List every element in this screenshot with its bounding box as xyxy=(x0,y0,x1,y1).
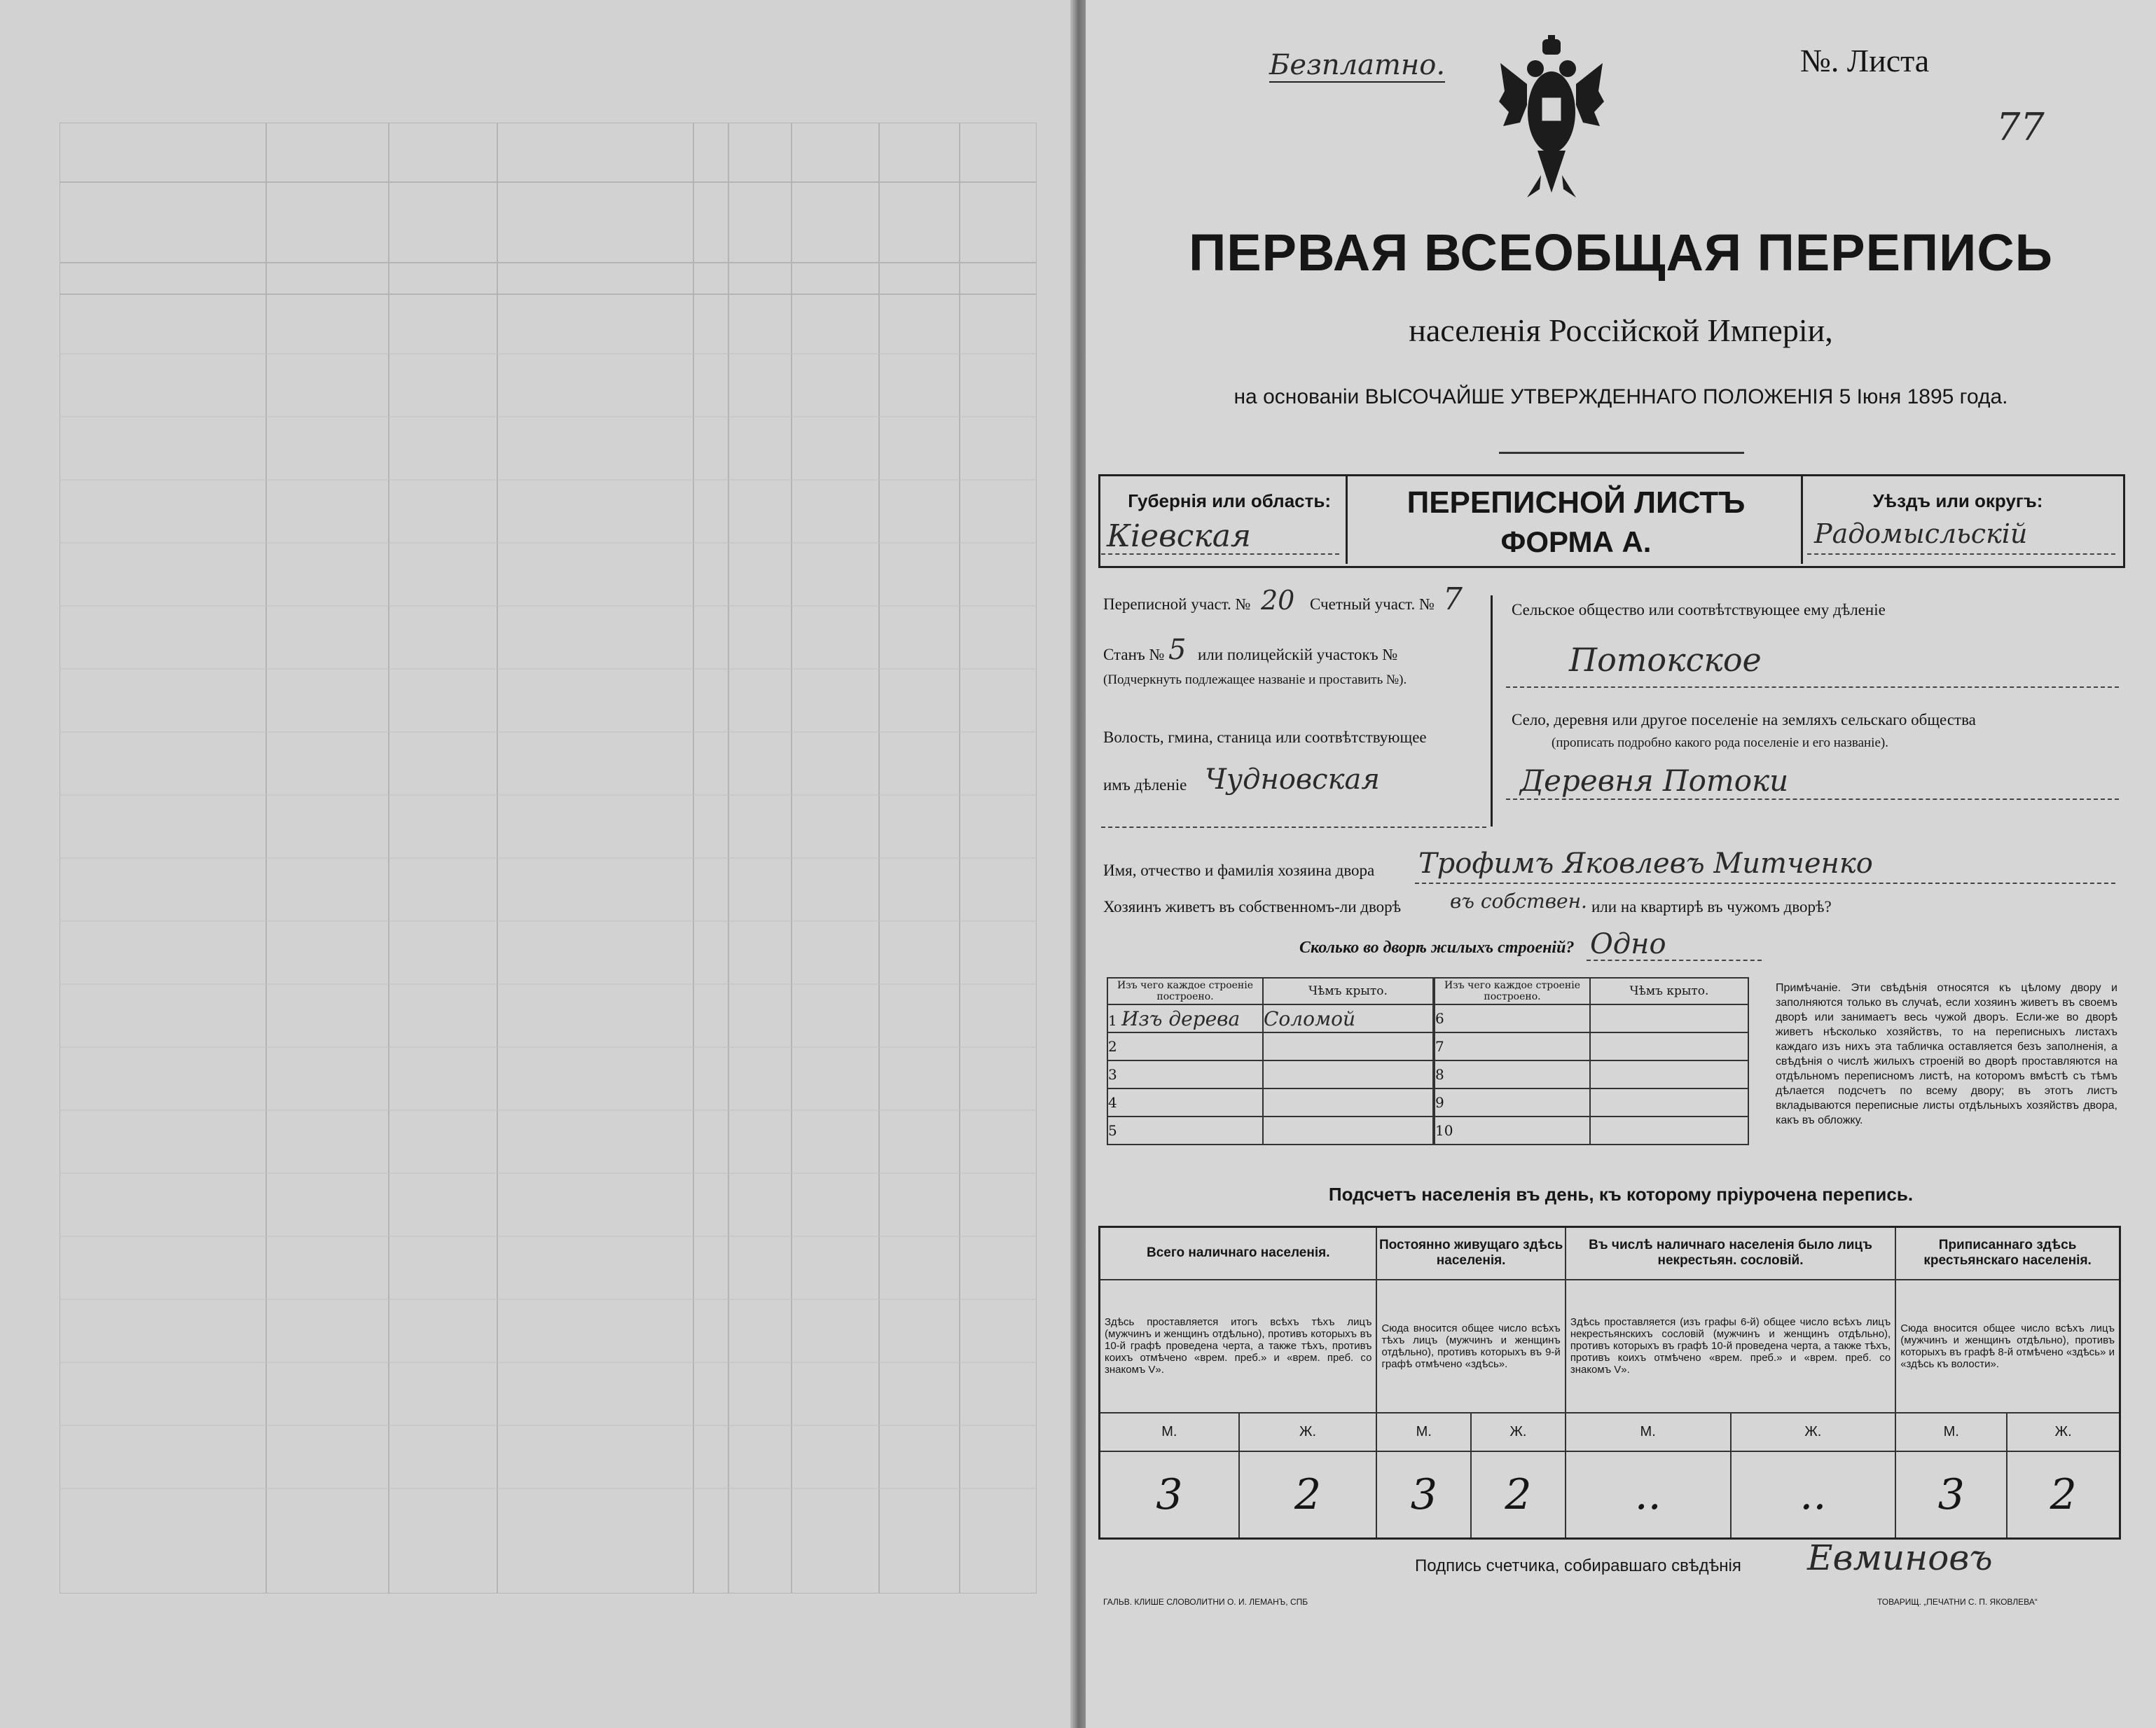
col-material-header-2: Изъ чего каждое строеніе построено. xyxy=(1435,978,1590,1004)
f-label: Ж. xyxy=(1731,1413,1896,1451)
peasant-female: 2 xyxy=(2007,1451,2120,1539)
district-value: Радомысльскій xyxy=(1814,518,2028,549)
province-value: Кіевская xyxy=(1107,518,1252,554)
table-row: 9 xyxy=(1435,1088,1748,1117)
m-label: М. xyxy=(1566,1413,1731,1451)
province-label: Губернія или область: xyxy=(1128,490,1331,511)
page-subtitle: населенія Россійской Имперіи, xyxy=(1409,312,1833,348)
summary-col-2-head: Постоянно живущаго здѣсь населенія. xyxy=(1376,1227,1565,1280)
ornament-divider xyxy=(1499,452,1744,454)
summary-col-3-head: Въ числѣ наличнаго населенія было лицъ некрестьян. сословій. xyxy=(1566,1227,1895,1280)
village-label: Село, деревня или другое поселеніе на земляхъ сельскаго общества xyxy=(1512,711,1976,728)
table-row: 7 xyxy=(1435,1032,1748,1060)
buildings-table-left xyxy=(1107,977,1434,1145)
material-value: Изъ дерева xyxy=(1121,1007,1241,1030)
table-row: 1 Изъ дерева Соломой xyxy=(1107,1004,1433,1032)
summary-table xyxy=(1098,1226,2121,1540)
society-value: Потокское xyxy=(1569,641,1762,679)
volost-value: Чудновская xyxy=(1205,763,1380,796)
buildings-table-right xyxy=(1434,977,1749,1145)
table-row: 5 xyxy=(1107,1117,1433,1145)
total-present-male: 3 xyxy=(1100,1451,1239,1539)
table-row: 2 xyxy=(1107,1032,1433,1060)
count-section-label: Счетный участ. № xyxy=(1310,595,1435,613)
stan-label: Станъ № xyxy=(1103,646,1165,663)
summary-col-4-head: Приписаннаго здѣсь крестьянскаго населенія. xyxy=(1895,1227,2120,1280)
printer-left: ГАЛЬВ. КЛИШЕ СЛОВОЛИТНИ О. И. ЛЕМАНЪ, СПБ xyxy=(1103,1597,1308,1607)
imperial-eagle-emblem xyxy=(1499,35,1604,200)
legal-basis: на основаніи ВЫСОЧАЙШЕ УТВЕРЖДЕННАГО ПОЛОЖЕНІЯ 5 Іюня 1895 года. xyxy=(1234,385,2008,408)
f-label: Ж. xyxy=(1471,1413,1566,1451)
right-page xyxy=(1086,0,2156,1728)
col-material-header: Изъ чего каждое строеніе построено. xyxy=(1107,978,1263,1004)
summary-title: Подсчетъ населенія въ день, къ которому пріурочена перепись. xyxy=(1328,1184,1914,1205)
sheet-number-label: №. Листа xyxy=(1800,43,1930,78)
count-section-value: 7 xyxy=(1443,581,1463,617)
summary-col-3-desc: Здѣсь проставляется (изъ графы 6-й) общее число всѣхъ лицъ некрестьянскихъ сословій (мужчинъ и женщинъ отдѣльно), противъ которыхъ въ графѣ 10-й проведена черта, а также тѣхъ, противъ коихъ отмѣчено «врем. преб.» и «врем. преб. со знакомъ V». xyxy=(1566,1280,1895,1413)
sheet-number-value: 77 xyxy=(1996,105,2045,149)
m-label: М. xyxy=(1376,1413,1471,1451)
volost-label-2: имъ дѣленіе xyxy=(1103,776,1187,794)
residence-label: Хозяинъ живетъ въ собственномъ-ли дворѣ xyxy=(1103,898,1402,915)
table-row: 8 xyxy=(1435,1060,1748,1088)
volost-label: Волость, гмина, станица или соотвѣтствующее xyxy=(1103,728,1427,746)
residence-label-2: или на квартирѣ въ чужомъ дворѣ? xyxy=(1591,898,1832,915)
printer-right: ТОВАРИЩ. „ПЕЧАТНИ С. П. ЯКОВЛЕВА“ xyxy=(1877,1597,2038,1607)
form-title: ПЕРЕПИСНОЙ ЛИСТЪ xyxy=(1407,485,1746,520)
non-peasant-female: .. xyxy=(1731,1451,1896,1539)
summary-col-2-desc: Сюда вносится общее число всѣхъ тѣхъ лицъ (мужчинъ и женщинъ отдѣльно), противъ которыхъ въ 9-й графѣ отмѣчено «здѣсь». xyxy=(1376,1280,1565,1413)
village-note: (прописать подробно какого рода поселеніе и его названіе). xyxy=(1552,735,1888,750)
m-label: М. xyxy=(1100,1413,1239,1451)
buildings-note: Примѣчаніе. Эти свѣдѣнія относятся къ цѣлому двору и заполняются только въ случаѣ, если хозяинъ живетъ въ своемъ дворѣ или занимаетъ весь чужой дворъ. Если-же во дворѣ живетъ нѣсколько хозяйствъ, то на переписныхъ листахъ каждаго изъ нихъ эта табличка оставляется безъ заполненія, а свѣдѣнія о числѣ жилыхъ строеній во дворѣ проставляются на отдѣльномъ переписномъ листѣ, на которомъ вмѣстѣ съ тѣмъ дѣлается подсчетъ по всему двору; въ этотъ листъ вкладываются переписные листы отдѣльныхъ хозяйствъ двора, какъ въ обложку. xyxy=(1776,982,2117,1126)
underline-note: (Подчеркнуть подлежащее названіе и проставить №). xyxy=(1103,672,1407,687)
buildings-label: Сколько во дворѣ жилыхъ строеній? xyxy=(1299,939,1575,957)
free-label: Безплатно. xyxy=(1269,49,1446,81)
f-label: Ж. xyxy=(1239,1413,1377,1451)
table-row: 4 xyxy=(1107,1088,1433,1117)
total-present-female: 2 xyxy=(1239,1451,1377,1539)
non-peasant-male: .. xyxy=(1566,1451,1731,1539)
village-value: Деревня Потоки xyxy=(1520,763,1789,798)
owner-value: Трофимъ Яковлевъ Митченко xyxy=(1418,848,1873,880)
ghost-grid xyxy=(60,123,1037,1594)
residence-value: въ собствен. xyxy=(1450,890,1587,913)
permanent-female: 2 xyxy=(1471,1451,1566,1539)
district-label: Уѣздъ или округъ: xyxy=(1872,490,2043,511)
census-section-value: 20 xyxy=(1261,585,1295,616)
m-label: М. xyxy=(1895,1413,2007,1451)
peasant-male: 3 xyxy=(1895,1451,2007,1539)
police-label: или полицейскій участокъ № xyxy=(1198,646,1398,663)
permanent-male: 3 xyxy=(1376,1451,1471,1539)
form-subtitle: ФОРМА А. xyxy=(1500,525,1652,558)
buildings-value: Одно xyxy=(1590,928,1666,960)
col-roof-header: Чѣмъ крыто. xyxy=(1263,978,1433,1004)
society-label: Сельское общество или соотвѣтствующее ему дѣленіе xyxy=(1512,601,1886,618)
roof-value: Соломой xyxy=(1264,1007,1356,1030)
census-section-label: Переписной участ. № xyxy=(1103,595,1251,613)
signature-value: Евминовъ xyxy=(1807,1537,1993,1578)
summary-col-1-head: Всего наличнаго населенія. xyxy=(1100,1227,1377,1280)
stan-value: 5 xyxy=(1168,634,1187,666)
summary-col-4-desc: Сюда вносится общее число всѣхъ лицъ (мужчинъ и женщинъ отдѣльно), противъ которыхъ въ графѣ 8-й отмѣчено «здѣсь» и «здѣсь къ волости». xyxy=(1895,1280,2120,1413)
table-row: 10 xyxy=(1435,1117,1748,1145)
f-label: Ж. xyxy=(2007,1413,2120,1451)
signature-label: Подпись счетчика, собиравшаго свѣдѣнія xyxy=(1415,1556,1741,1575)
owner-label: Имя, отчество и фамилія хозяина двора xyxy=(1103,862,1375,879)
left-page xyxy=(0,0,1072,1728)
summary-col-1-desc: Здѣсь проставляется итогъ всѣхъ тѣхъ лицъ (мужчинъ и женщинъ отдѣльно), противъ которыхъ въ 10-й графѣ проведена черта, а также тѣхъ, противъ коихъ отмѣчено «врем. преб.» и «врем. преб. со знакомъ V». xyxy=(1100,1280,1377,1413)
table-row: 6 xyxy=(1435,1004,1748,1032)
col-roof-header-2: Чѣмъ крыто. xyxy=(1590,978,1748,1004)
page-title: ПЕРВАЯ ВСЕОБЩАЯ ПЕРЕПИСЬ xyxy=(1189,223,2053,282)
table-row: 3 xyxy=(1107,1060,1433,1088)
